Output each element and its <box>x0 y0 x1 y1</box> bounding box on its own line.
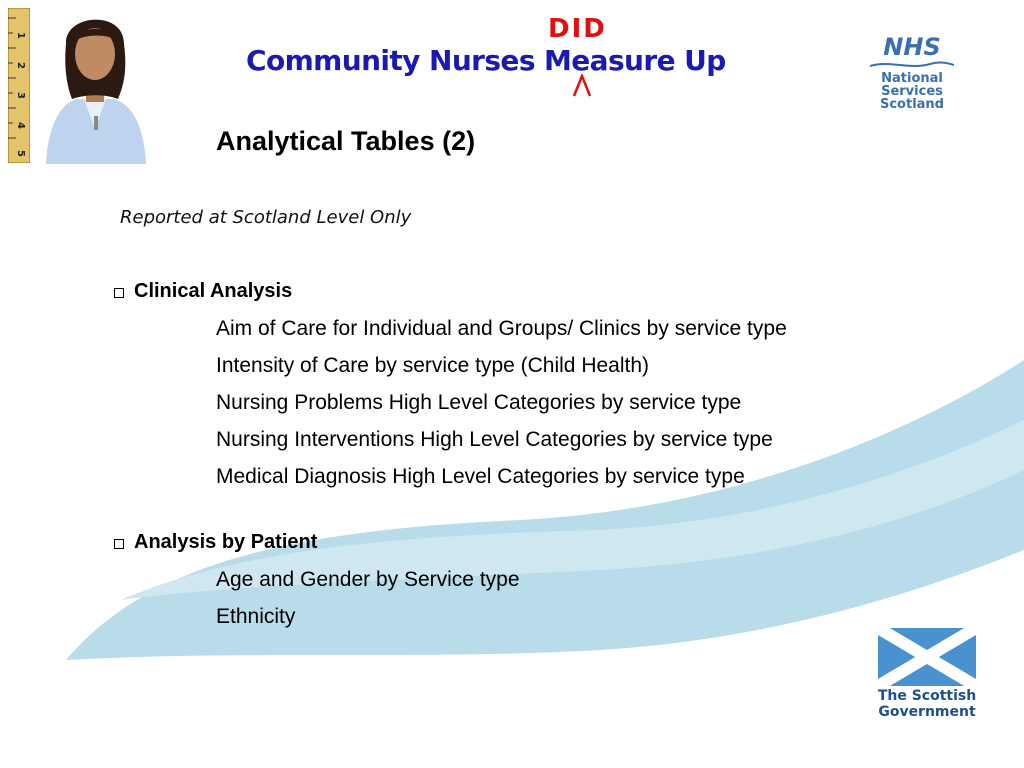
list-item: Medical Diagnosis High Level Categories by service type <box>216 465 745 488</box>
scottish-government-logo <box>876 628 978 724</box>
list-item: Nursing Interventions High Level Categories by service type <box>216 428 773 451</box>
svg-text:4: 4 <box>15 122 26 129</box>
svg-text:3: 3 <box>15 92 26 99</box>
measuring-tape-icon <box>8 8 30 163</box>
list-item: Nursing Problems High Level Categories by service type <box>216 391 742 414</box>
svg-text:1: 1 <box>15 32 26 39</box>
nhs-logo-line2: Services <box>881 84 943 99</box>
section-heading-analysis-by-patient <box>114 531 317 554</box>
nhs-logo <box>862 34 962 116</box>
nhs-logo-brand: NHS <box>883 33 941 61</box>
slide-title: Community Nurses Measure Up <box>246 44 726 77</box>
nhs-wave-icon <box>870 60 954 70</box>
nurse-photo <box>36 4 154 164</box>
saltire-flag-icon <box>878 628 976 686</box>
scot-logo-line2: Government <box>878 704 976 720</box>
list-item: Intensity of Care by service type (Child Health) <box>216 354 650 377</box>
caret-mark-icon <box>572 74 592 98</box>
scope-note: Reported at Scotland Level Only <box>120 207 412 228</box>
insertion-text: DID <box>548 14 607 44</box>
section-heading-label: Clinical Analysis <box>134 280 293 302</box>
section-heading-label: Analysis by Patient <box>134 531 318 553</box>
checkbox-bullet-icon <box>114 288 124 298</box>
svg-text:2: 2 <box>15 62 26 69</box>
nhs-logo-line3: Scotland <box>879 97 944 112</box>
list-item: Age and Gender by Service type <box>216 568 520 591</box>
scot-logo-line1: The Scottish <box>877 688 977 704</box>
section-heading-clinical-analysis <box>114 280 292 303</box>
section-title: Analytical Tables (2) <box>216 126 476 156</box>
nhs-logo-line1: National <box>881 71 943 86</box>
checkbox-bullet-icon <box>114 539 124 549</box>
svg-text:5: 5 <box>15 150 26 157</box>
list-item: Aim of Care for Individual and Groups/ Clinics by service type <box>216 317 787 340</box>
list-item: Ethnicity <box>216 605 296 628</box>
